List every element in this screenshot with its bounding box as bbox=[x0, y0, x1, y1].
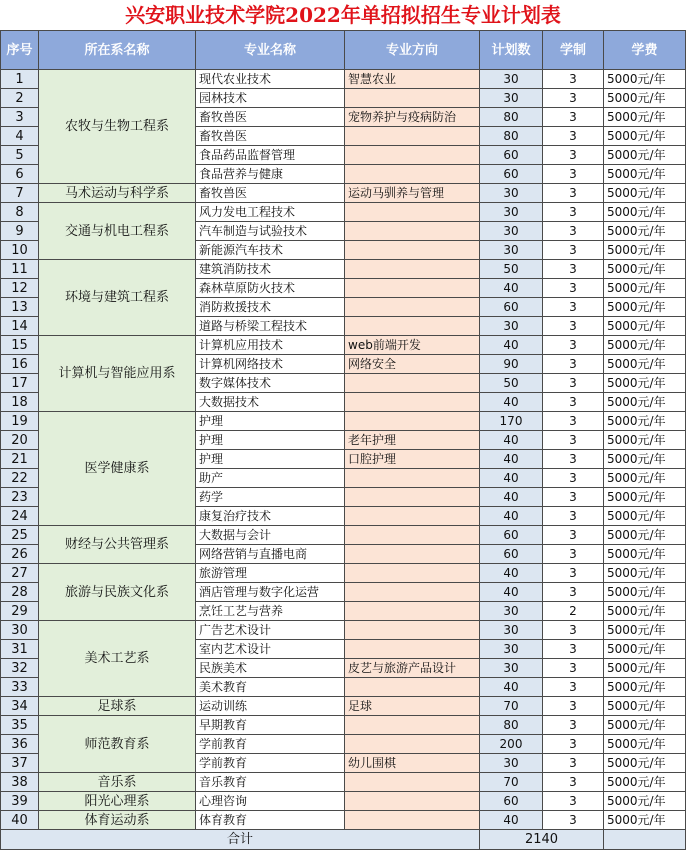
major-direction-cell: web前端开发 bbox=[345, 336, 480, 355]
plan-count-cell: 40 bbox=[480, 279, 543, 298]
row-seq-cell: 31 bbox=[1, 640, 39, 659]
duration-cell: 3 bbox=[543, 640, 604, 659]
department-cell: 计算机与智能应用系 bbox=[39, 336, 196, 412]
table-row bbox=[1, 336, 686, 355]
plan-count-cell: 40 bbox=[480, 450, 543, 469]
table-row bbox=[1, 203, 686, 222]
table-row bbox=[1, 260, 686, 279]
table-row bbox=[1, 412, 686, 431]
plan-count-cell: 40 bbox=[480, 564, 543, 583]
duration-cell: 3 bbox=[543, 811, 604, 830]
tuition-cell: 5000元/年 bbox=[604, 279, 686, 298]
duration-cell: 3 bbox=[543, 89, 604, 108]
major-name-cell: 康复治疗技术 bbox=[196, 507, 345, 526]
duration-cell: 3 bbox=[543, 298, 604, 317]
tuition-cell: 5000元/年 bbox=[604, 412, 686, 431]
tuition-cell: 5000元/年 bbox=[604, 355, 686, 374]
duration-cell: 3 bbox=[543, 184, 604, 203]
major-name-cell: 食品药品监督管理 bbox=[196, 146, 345, 165]
department-cell: 音乐系 bbox=[39, 773, 196, 792]
row-seq-cell: 35 bbox=[1, 716, 39, 735]
tuition-cell: 5000元/年 bbox=[604, 545, 686, 564]
row-seq-cell: 4 bbox=[1, 127, 39, 146]
tuition-cell: 5000元/年 bbox=[604, 108, 686, 127]
row-seq-cell: 23 bbox=[1, 488, 39, 507]
major-name-cell: 畜牧兽医 bbox=[196, 127, 345, 146]
major-name-cell: 园林技术 bbox=[196, 89, 345, 108]
plan-count-cell: 50 bbox=[480, 260, 543, 279]
row-seq-cell: 13 bbox=[1, 298, 39, 317]
major-direction-cell bbox=[345, 298, 480, 317]
plan-count-cell: 40 bbox=[480, 811, 543, 830]
plan-count-cell: 30 bbox=[480, 659, 543, 678]
header-cell-plan: 计划数 bbox=[480, 31, 543, 70]
plan-count-cell: 30 bbox=[480, 70, 543, 89]
major-name-cell: 室内艺术设计 bbox=[196, 640, 345, 659]
duration-cell: 3 bbox=[543, 203, 604, 222]
department-cell: 财经与公共管理系 bbox=[39, 526, 196, 564]
duration-cell: 3 bbox=[543, 716, 604, 735]
duration-cell: 3 bbox=[543, 526, 604, 545]
row-seq-cell: 32 bbox=[1, 659, 39, 678]
tuition-cell: 5000元/年 bbox=[604, 678, 686, 697]
tuition-cell: 5000元/年 bbox=[604, 146, 686, 165]
plan-count-cell: 40 bbox=[480, 431, 543, 450]
major-direction-cell: 网络安全 bbox=[345, 355, 480, 374]
major-name-cell: 体育教育 bbox=[196, 811, 345, 830]
row-seq-cell: 16 bbox=[1, 355, 39, 374]
major-name-cell: 心理咨询 bbox=[196, 792, 345, 811]
tuition-cell: 5000元/年 bbox=[604, 450, 686, 469]
major-name-cell: 消防救援技术 bbox=[196, 298, 345, 317]
row-seq-cell: 7 bbox=[1, 184, 39, 203]
major-name-cell: 运动训练 bbox=[196, 697, 345, 716]
duration-cell: 3 bbox=[543, 260, 604, 279]
tuition-cell: 5000元/年 bbox=[604, 811, 686, 830]
department-cell: 马术运动与科学系 bbox=[39, 184, 196, 203]
plan-count-cell: 30 bbox=[480, 89, 543, 108]
tuition-cell: 5000元/年 bbox=[604, 526, 686, 545]
major-direction-cell bbox=[345, 564, 480, 583]
major-name-cell: 酒店管理与数字化运营 bbox=[196, 583, 345, 602]
row-seq-cell: 1 bbox=[1, 70, 39, 89]
tuition-cell: 5000元/年 bbox=[604, 241, 686, 260]
table-row bbox=[1, 716, 686, 735]
major-direction-cell bbox=[345, 488, 480, 507]
plan-count-cell: 30 bbox=[480, 754, 543, 773]
duration-cell: 3 bbox=[543, 754, 604, 773]
duration-cell: 3 bbox=[543, 564, 604, 583]
major-name-cell: 森林草原防火技术 bbox=[196, 279, 345, 298]
row-seq-cell: 24 bbox=[1, 507, 39, 526]
major-direction-cell bbox=[345, 469, 480, 488]
tuition-cell: 5000元/年 bbox=[604, 488, 686, 507]
row-seq-cell: 9 bbox=[1, 222, 39, 241]
department-cell: 体育运动系 bbox=[39, 811, 196, 830]
plan-count-cell: 30 bbox=[480, 184, 543, 203]
major-direction-cell bbox=[345, 260, 480, 279]
row-seq-cell: 30 bbox=[1, 621, 39, 640]
header-cell-major: 专业名称 bbox=[196, 31, 345, 70]
row-seq-cell: 28 bbox=[1, 583, 39, 602]
duration-cell: 3 bbox=[543, 792, 604, 811]
major-direction-cell: 足球 bbox=[345, 697, 480, 716]
duration-cell: 3 bbox=[543, 317, 604, 336]
tuition-cell: 5000元/年 bbox=[604, 621, 686, 640]
major-name-cell: 网络营销与直播电商 bbox=[196, 545, 345, 564]
tuition-cell: 5000元/年 bbox=[604, 374, 686, 393]
plan-count-cell: 60 bbox=[480, 792, 543, 811]
major-direction-cell: 智慧农业 bbox=[345, 70, 480, 89]
table-row bbox=[1, 184, 686, 203]
duration-cell: 3 bbox=[543, 355, 604, 374]
duration-cell: 3 bbox=[543, 393, 604, 412]
table-row bbox=[1, 773, 686, 792]
major-direction-cell: 皮艺与旅游产品设计 bbox=[345, 659, 480, 678]
major-direction-cell: 幼儿围棋 bbox=[345, 754, 480, 773]
plan-count-cell: 200 bbox=[480, 735, 543, 754]
plan-count-cell: 60 bbox=[480, 146, 543, 165]
table-row bbox=[1, 564, 686, 583]
row-seq-cell: 15 bbox=[1, 336, 39, 355]
major-name-cell: 道路与桥梁工程技术 bbox=[196, 317, 345, 336]
major-direction-cell bbox=[345, 89, 480, 108]
department-cell: 阳光心理系 bbox=[39, 792, 196, 811]
plan-count-cell: 60 bbox=[480, 545, 543, 564]
major-direction-cell bbox=[345, 374, 480, 393]
plan-count-cell: 60 bbox=[480, 298, 543, 317]
department-cell: 医学健康系 bbox=[39, 412, 196, 526]
duration-cell: 2 bbox=[543, 602, 604, 621]
plan-count-cell: 40 bbox=[480, 678, 543, 697]
duration-cell: 3 bbox=[543, 412, 604, 431]
major-name-cell: 旅游管理 bbox=[196, 564, 345, 583]
tuition-cell: 5000元/年 bbox=[604, 203, 686, 222]
major-name-cell: 计算机网络技术 bbox=[196, 355, 345, 374]
major-direction-cell bbox=[345, 393, 480, 412]
major-name-cell: 药学 bbox=[196, 488, 345, 507]
major-direction-cell bbox=[345, 222, 480, 241]
tuition-cell: 5000元/年 bbox=[604, 70, 686, 89]
row-seq-cell: 22 bbox=[1, 469, 39, 488]
tuition-cell: 5000元/年 bbox=[604, 735, 686, 754]
plan-count-cell: 40 bbox=[480, 488, 543, 507]
plan-count-cell: 40 bbox=[480, 336, 543, 355]
duration-cell: 3 bbox=[543, 127, 604, 146]
row-seq-cell: 6 bbox=[1, 165, 39, 184]
tuition-cell: 5000元/年 bbox=[604, 659, 686, 678]
duration-cell: 3 bbox=[543, 450, 604, 469]
tuition-cell: 5000元/年 bbox=[604, 697, 686, 716]
tuition-cell: 5000元/年 bbox=[604, 260, 686, 279]
major-direction-cell bbox=[345, 317, 480, 336]
major-direction-cell bbox=[345, 241, 480, 260]
plan-count-cell: 70 bbox=[480, 697, 543, 716]
major-direction-cell bbox=[345, 678, 480, 697]
tuition-cell: 5000元/年 bbox=[604, 583, 686, 602]
total-empty-cell bbox=[604, 830, 686, 850]
department-cell: 农牧与生物工程系 bbox=[39, 70, 196, 184]
major-name-cell: 早期教育 bbox=[196, 716, 345, 735]
plan-count-cell: 50 bbox=[480, 374, 543, 393]
table-row bbox=[1, 526, 686, 545]
department-cell: 足球系 bbox=[39, 697, 196, 716]
major-name-cell: 民族美术 bbox=[196, 659, 345, 678]
row-seq-cell: 10 bbox=[1, 241, 39, 260]
row-seq-cell: 14 bbox=[1, 317, 39, 336]
major-direction-cell: 口腔护理 bbox=[345, 450, 480, 469]
major-direction-cell: 宠物养护与疫病防治 bbox=[345, 108, 480, 127]
duration-cell: 3 bbox=[543, 773, 604, 792]
plan-count-cell: 40 bbox=[480, 583, 543, 602]
plan-count-cell: 90 bbox=[480, 355, 543, 374]
row-seq-cell: 19 bbox=[1, 412, 39, 431]
plan-count-cell: 60 bbox=[480, 526, 543, 545]
plan-count-cell: 70 bbox=[480, 773, 543, 792]
plan-count-cell: 30 bbox=[480, 241, 543, 260]
plan-count-cell: 30 bbox=[480, 602, 543, 621]
row-seq-cell: 12 bbox=[1, 279, 39, 298]
major-direction-cell bbox=[345, 412, 480, 431]
department-cell: 交通与机电工程系 bbox=[39, 203, 196, 260]
header-cell-department: 所在系名称 bbox=[39, 31, 196, 70]
duration-cell: 3 bbox=[543, 241, 604, 260]
major-name-cell: 烹饪工艺与营养 bbox=[196, 602, 345, 621]
duration-cell: 3 bbox=[543, 431, 604, 450]
major-name-cell: 计算机应用技术 bbox=[196, 336, 345, 355]
duration-cell: 3 bbox=[543, 488, 604, 507]
tuition-cell: 5000元/年 bbox=[604, 431, 686, 450]
major-direction-cell bbox=[345, 526, 480, 545]
row-seq-cell: 8 bbox=[1, 203, 39, 222]
row-seq-cell: 29 bbox=[1, 602, 39, 621]
major-direction-cell bbox=[345, 716, 480, 735]
major-direction-cell bbox=[345, 165, 480, 184]
header-row bbox=[1, 31, 686, 70]
row-seq-cell: 26 bbox=[1, 545, 39, 564]
header-cell-direction: 专业方向 bbox=[345, 31, 480, 70]
major-name-cell: 大数据技术 bbox=[196, 393, 345, 412]
tuition-cell: 5000元/年 bbox=[604, 127, 686, 146]
total-label: 合计 bbox=[1, 830, 480, 850]
row-seq-cell: 38 bbox=[1, 773, 39, 792]
major-direction-cell: 老年护理 bbox=[345, 431, 480, 450]
tuition-cell: 5000元/年 bbox=[604, 165, 686, 184]
major-direction-cell bbox=[345, 127, 480, 146]
tuition-cell: 5000元/年 bbox=[604, 792, 686, 811]
major-name-cell: 学前教育 bbox=[196, 754, 345, 773]
row-seq-cell: 3 bbox=[1, 108, 39, 127]
major-name-cell: 大数据与会计 bbox=[196, 526, 345, 545]
tuition-cell: 5000元/年 bbox=[604, 336, 686, 355]
major-direction-cell bbox=[345, 545, 480, 564]
major-direction-cell bbox=[345, 735, 480, 754]
tuition-cell: 5000元/年 bbox=[604, 393, 686, 412]
major-direction-cell bbox=[345, 279, 480, 298]
duration-cell: 3 bbox=[543, 279, 604, 298]
major-name-cell: 护理 bbox=[196, 450, 345, 469]
row-seq-cell: 37 bbox=[1, 754, 39, 773]
row-seq-cell: 33 bbox=[1, 678, 39, 697]
major-direction-cell bbox=[345, 583, 480, 602]
tuition-cell: 5000元/年 bbox=[604, 602, 686, 621]
table-body bbox=[1, 70, 686, 830]
tuition-cell: 5000元/年 bbox=[604, 507, 686, 526]
plan-count-cell: 80 bbox=[480, 716, 543, 735]
table-row bbox=[1, 697, 686, 716]
major-direction-cell: 运动马驯养与管理 bbox=[345, 184, 480, 203]
enrollment-plan-table bbox=[0, 30, 686, 850]
major-name-cell: 风力发电工程技术 bbox=[196, 203, 345, 222]
plan-count-cell: 40 bbox=[480, 393, 543, 412]
tuition-cell: 5000元/年 bbox=[604, 317, 686, 336]
major-name-cell: 助产 bbox=[196, 469, 345, 488]
tuition-cell: 5000元/年 bbox=[604, 564, 686, 583]
duration-cell: 3 bbox=[543, 545, 604, 564]
row-seq-cell: 18 bbox=[1, 393, 39, 412]
duration-cell: 3 bbox=[543, 621, 604, 640]
major-name-cell: 食品营养与健康 bbox=[196, 165, 345, 184]
row-seq-cell: 39 bbox=[1, 792, 39, 811]
plan-count-cell: 30 bbox=[480, 640, 543, 659]
row-seq-cell: 27 bbox=[1, 564, 39, 583]
duration-cell: 3 bbox=[543, 165, 604, 184]
plan-count-cell: 30 bbox=[480, 203, 543, 222]
major-direction-cell bbox=[345, 811, 480, 830]
tuition-cell: 5000元/年 bbox=[604, 640, 686, 659]
plan-count-cell: 40 bbox=[480, 507, 543, 526]
major-direction-cell bbox=[345, 792, 480, 811]
department-cell: 环境与建筑工程系 bbox=[39, 260, 196, 336]
row-seq-cell: 5 bbox=[1, 146, 39, 165]
table-row bbox=[1, 70, 686, 89]
total-value: 2140 bbox=[480, 830, 604, 850]
row-seq-cell: 2 bbox=[1, 89, 39, 108]
major-name-cell: 护理 bbox=[196, 431, 345, 450]
major-name-cell: 畜牧兽医 bbox=[196, 184, 345, 203]
major-name-cell: 数字媒体技术 bbox=[196, 374, 345, 393]
major-direction-cell bbox=[345, 602, 480, 621]
department-cell: 旅游与民族文化系 bbox=[39, 564, 196, 621]
plan-count-cell: 80 bbox=[480, 108, 543, 127]
department-cell: 美术工艺系 bbox=[39, 621, 196, 697]
tuition-cell: 5000元/年 bbox=[604, 773, 686, 792]
tuition-cell: 5000元/年 bbox=[604, 222, 686, 241]
major-direction-cell bbox=[345, 621, 480, 640]
page-title: 兴安职业技术学院2022年单招拟招生专业计划表 bbox=[125, 3, 561, 27]
plan-count-cell: 60 bbox=[480, 165, 543, 184]
tuition-cell: 5000元/年 bbox=[604, 89, 686, 108]
major-direction-cell bbox=[345, 640, 480, 659]
row-seq-cell: 21 bbox=[1, 450, 39, 469]
tuition-cell: 5000元/年 bbox=[604, 298, 686, 317]
total-row bbox=[1, 830, 686, 850]
plan-count-cell: 40 bbox=[480, 469, 543, 488]
row-seq-cell: 17 bbox=[1, 374, 39, 393]
major-name-cell: 现代农业技术 bbox=[196, 70, 345, 89]
row-seq-cell: 25 bbox=[1, 526, 39, 545]
duration-cell: 3 bbox=[543, 374, 604, 393]
header-cell-seq: 序号 bbox=[1, 31, 39, 70]
plan-count-cell: 30 bbox=[480, 317, 543, 336]
table-row bbox=[1, 792, 686, 811]
tuition-cell: 5000元/年 bbox=[604, 184, 686, 203]
major-name-cell: 新能源汽车技术 bbox=[196, 241, 345, 260]
major-name-cell: 广告艺术设计 bbox=[196, 621, 345, 640]
plan-count-cell: 80 bbox=[480, 127, 543, 146]
row-seq-cell: 40 bbox=[1, 811, 39, 830]
table-row bbox=[1, 811, 686, 830]
major-direction-cell bbox=[345, 507, 480, 526]
plan-count-cell: 30 bbox=[480, 222, 543, 241]
duration-cell: 3 bbox=[543, 70, 604, 89]
row-seq-cell: 20 bbox=[1, 431, 39, 450]
major-name-cell: 建筑消防技术 bbox=[196, 260, 345, 279]
major-direction-cell bbox=[345, 203, 480, 222]
row-seq-cell: 11 bbox=[1, 260, 39, 279]
major-direction-cell bbox=[345, 773, 480, 792]
header-cell-years: 学制 bbox=[543, 31, 604, 70]
header-cell-fee: 学费 bbox=[604, 31, 686, 70]
row-seq-cell: 34 bbox=[1, 697, 39, 716]
duration-cell: 3 bbox=[543, 735, 604, 754]
duration-cell: 3 bbox=[543, 469, 604, 488]
duration-cell: 3 bbox=[543, 336, 604, 355]
duration-cell: 3 bbox=[543, 108, 604, 127]
major-name-cell: 畜牧兽医 bbox=[196, 108, 345, 127]
duration-cell: 3 bbox=[543, 678, 604, 697]
duration-cell: 3 bbox=[543, 659, 604, 678]
major-name-cell: 学前教育 bbox=[196, 735, 345, 754]
major-direction-cell bbox=[345, 146, 480, 165]
tuition-cell: 5000元/年 bbox=[604, 716, 686, 735]
major-name-cell: 护理 bbox=[196, 412, 345, 431]
tuition-cell: 5000元/年 bbox=[604, 754, 686, 773]
department-cell: 师范教育系 bbox=[39, 716, 196, 773]
row-seq-cell: 36 bbox=[1, 735, 39, 754]
duration-cell: 3 bbox=[543, 146, 604, 165]
major-name-cell: 美术教育 bbox=[196, 678, 345, 697]
duration-cell: 3 bbox=[543, 583, 604, 602]
table-row bbox=[1, 621, 686, 640]
plan-count-cell: 170 bbox=[480, 412, 543, 431]
tuition-cell: 5000元/年 bbox=[604, 469, 686, 488]
major-name-cell: 汽车制造与试验技术 bbox=[196, 222, 345, 241]
duration-cell: 3 bbox=[543, 222, 604, 241]
plan-count-cell: 30 bbox=[480, 621, 543, 640]
duration-cell: 3 bbox=[543, 507, 604, 526]
major-name-cell: 音乐教育 bbox=[196, 773, 345, 792]
duration-cell: 3 bbox=[543, 697, 604, 716]
